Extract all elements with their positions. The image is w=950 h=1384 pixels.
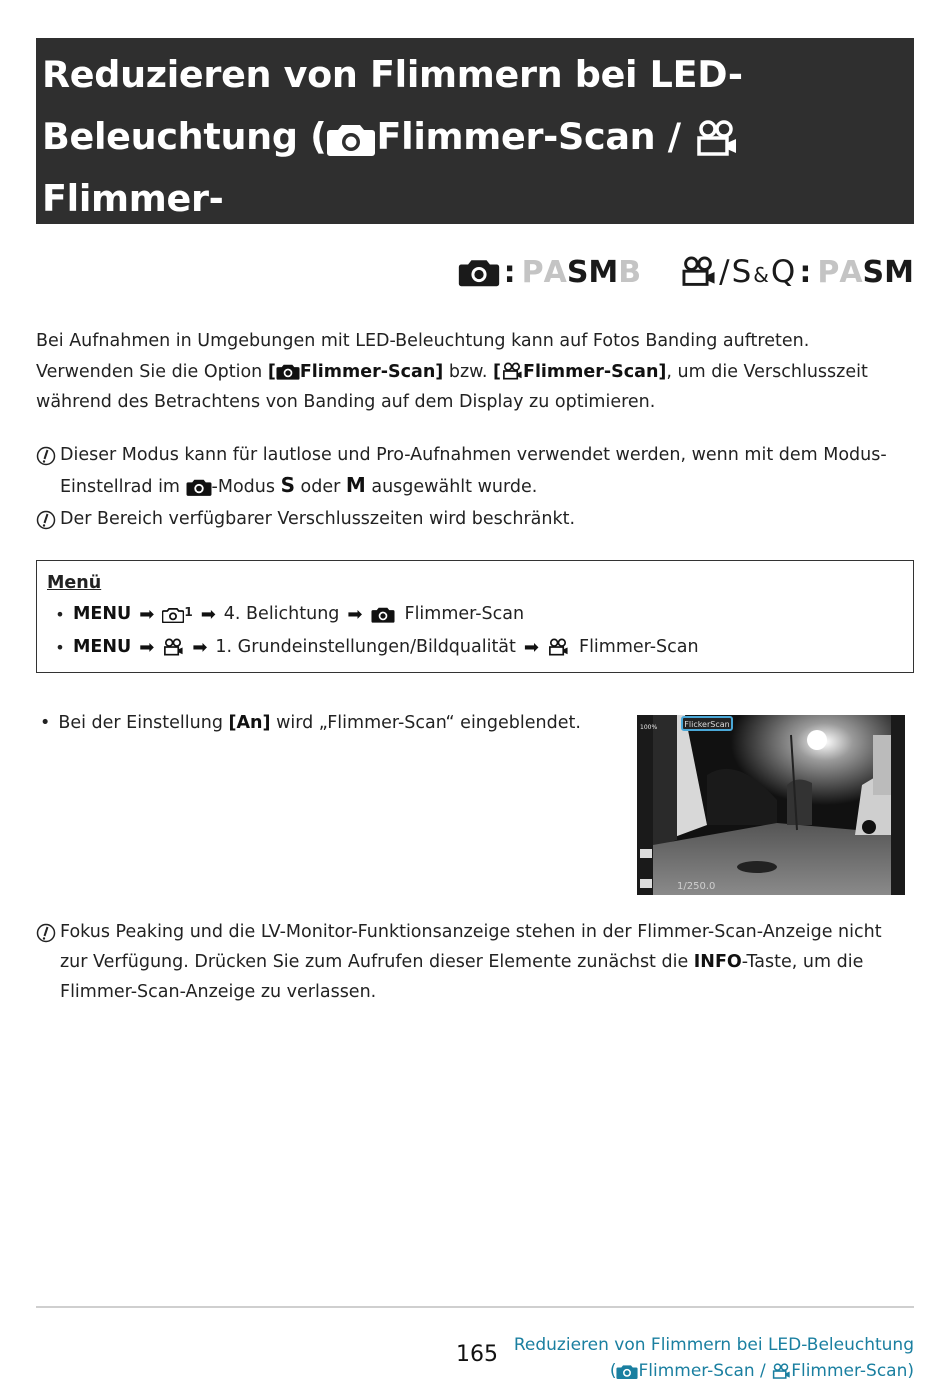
- camera-icon: [616, 1364, 638, 1379]
- video-mode-s: S: [862, 254, 885, 290]
- title-line-1: Reduzieren von Flimmern bei LED-: [42, 53, 743, 96]
- video-mode-m: M: [884, 254, 914, 290]
- menu-heading: Menü: [47, 573, 102, 593]
- sq-label-s: S: [731, 254, 752, 290]
- photo-mode-p: P: [521, 254, 544, 290]
- movie-icon: [679, 255, 717, 289]
- menu-path-box: [36, 560, 914, 673]
- arrow-icon: ➡: [139, 637, 155, 658]
- sq-label-amp: &: [753, 263, 769, 287]
- zoom-indicator: 100%: [640, 724, 658, 731]
- note-3: Fokus Peaking und die LV-Monitor-Funktionsanzeige stehen in der Flimmer-Scan-Anzeige nicht zur Verfügung. Drücken Sie zum Aufrufen dieser Elemente zunächst die INFO-Taste, um die Flimmer-Scan-Anzeige zu verlassen.: [36, 917, 912, 1007]
- footer-link-line-1[interactable]: Reduzieren von Flimmern bei LED-Beleuchtung: [513, 1335, 914, 1355]
- footer-section-link[interactable]: [514, 1332, 914, 1384]
- option-photo-flicker-scan: Flimmer-Scan]: [299, 361, 444, 382]
- liveview-screenshot: [637, 715, 905, 895]
- camera-icon: [186, 478, 212, 496]
- photo-mode-b: B: [618, 254, 642, 290]
- photo-mode-m: M: [588, 254, 619, 290]
- info-key: INFO: [693, 952, 742, 972]
- movie-tab-icon: [162, 638, 184, 657]
- photo-mode-a: A: [543, 254, 567, 290]
- mode-availability: [458, 252, 914, 292]
- camera-icon: [458, 257, 500, 287]
- arrow-icon: ➡: [192, 637, 208, 658]
- note-2: Der Bereich verfügbarer Verschlusszeiten wird beschränkt.: [36, 504, 911, 534]
- video-mode-a: A: [839, 254, 863, 290]
- footer-divider: [36, 1306, 914, 1308]
- note-icon: [36, 446, 56, 476]
- movie-icon: [547, 638, 569, 657]
- arrow-icon: ➡: [139, 604, 155, 625]
- camera-tab-icon: [162, 607, 184, 623]
- menu-item: Flimmer-Scan: [579, 637, 699, 657]
- title-line-2-a: Flimmer-Scan /: [376, 115, 694, 158]
- mode-colon: :: [799, 254, 812, 290]
- page-title-bar: [36, 38, 914, 282]
- arrow-icon: ➡: [347, 604, 363, 625]
- camera-icon: [276, 363, 300, 380]
- menu-label: MENU: [73, 604, 132, 624]
- flicker-scan-badge: FlickerScan: [684, 720, 730, 729]
- camera-icon: [326, 122, 376, 156]
- menu-path-row-1: • MENU ➡ 1 ➡ 4. Belichtung ➡ Flimmer-Scan: [47, 597, 903, 632]
- movie-icon: [771, 1363, 791, 1380]
- video-mode-p: P: [817, 254, 840, 290]
- liveview-scene: [637, 715, 905, 895]
- setting-note: • Bei der Einstellung [An] wird „Flimmer-Scan“ eingeblendet.: [40, 713, 581, 733]
- arrow-icon: ➡: [523, 637, 539, 658]
- sq-label-q: Q: [770, 254, 796, 290]
- footer-link-line-2[interactable]: ( Flimmer-Scan / Flimmer-Scan): [609, 1361, 914, 1381]
- intro-paragraph: Bei Aufnahmen in Umgebungen mit LED-Beleuchtung kann auf Fotos Banding auftreten. Verwenden Sie die Option [ Flimmer-Scan] bzw. [ Flimmer-Scan], um die Verschlusszeit während des Betrachtens von Banding auf dem Display zu optimieren.: [36, 331, 868, 412]
- movie-icon: [693, 120, 739, 158]
- menu-step: 4. Belichtung: [223, 604, 340, 624]
- setting-value: [An]: [228, 713, 271, 733]
- photo-mode-s: S: [566, 254, 589, 290]
- note-icon: [36, 923, 56, 953]
- title-line-3: Scan): [42, 239, 156, 282]
- camera-icon: [371, 606, 395, 623]
- mode-slash: /: [719, 254, 730, 290]
- mode-colon: :: [503, 254, 516, 290]
- title-line-2-pre: Beleuchtung (: [42, 115, 327, 158]
- arrow-icon: ➡: [200, 604, 216, 625]
- note-1: Dieser Modus kann für lautlose und Pro-Aufnahmen verwendet werden, wenn mit dem Modus-Einstellrad im -Modus S oder M ausgewählt wurde.: [36, 440, 911, 502]
- title-line-2-b: Flimmer-: [42, 177, 224, 220]
- note-icon: [36, 510, 56, 540]
- menu-path-row-2: • MENU ➡ ➡ 1. Grundeinstellungen/Bildqualität ➡ Flimmer-Scan: [47, 632, 903, 663]
- menu-item: Flimmer-Scan: [404, 604, 525, 624]
- option-movie-flicker-scan: Flimmer-Scan]: [522, 361, 667, 382]
- tab-number: 1: [184, 605, 193, 619]
- menu-step: 1. Grundeinstellungen/Bildqualität: [215, 637, 516, 657]
- page-number: 165: [456, 1342, 498, 1367]
- shutter-speed: 1/250.0: [677, 881, 716, 892]
- movie-icon: [501, 362, 523, 381]
- menu-label: MENU: [73, 637, 132, 657]
